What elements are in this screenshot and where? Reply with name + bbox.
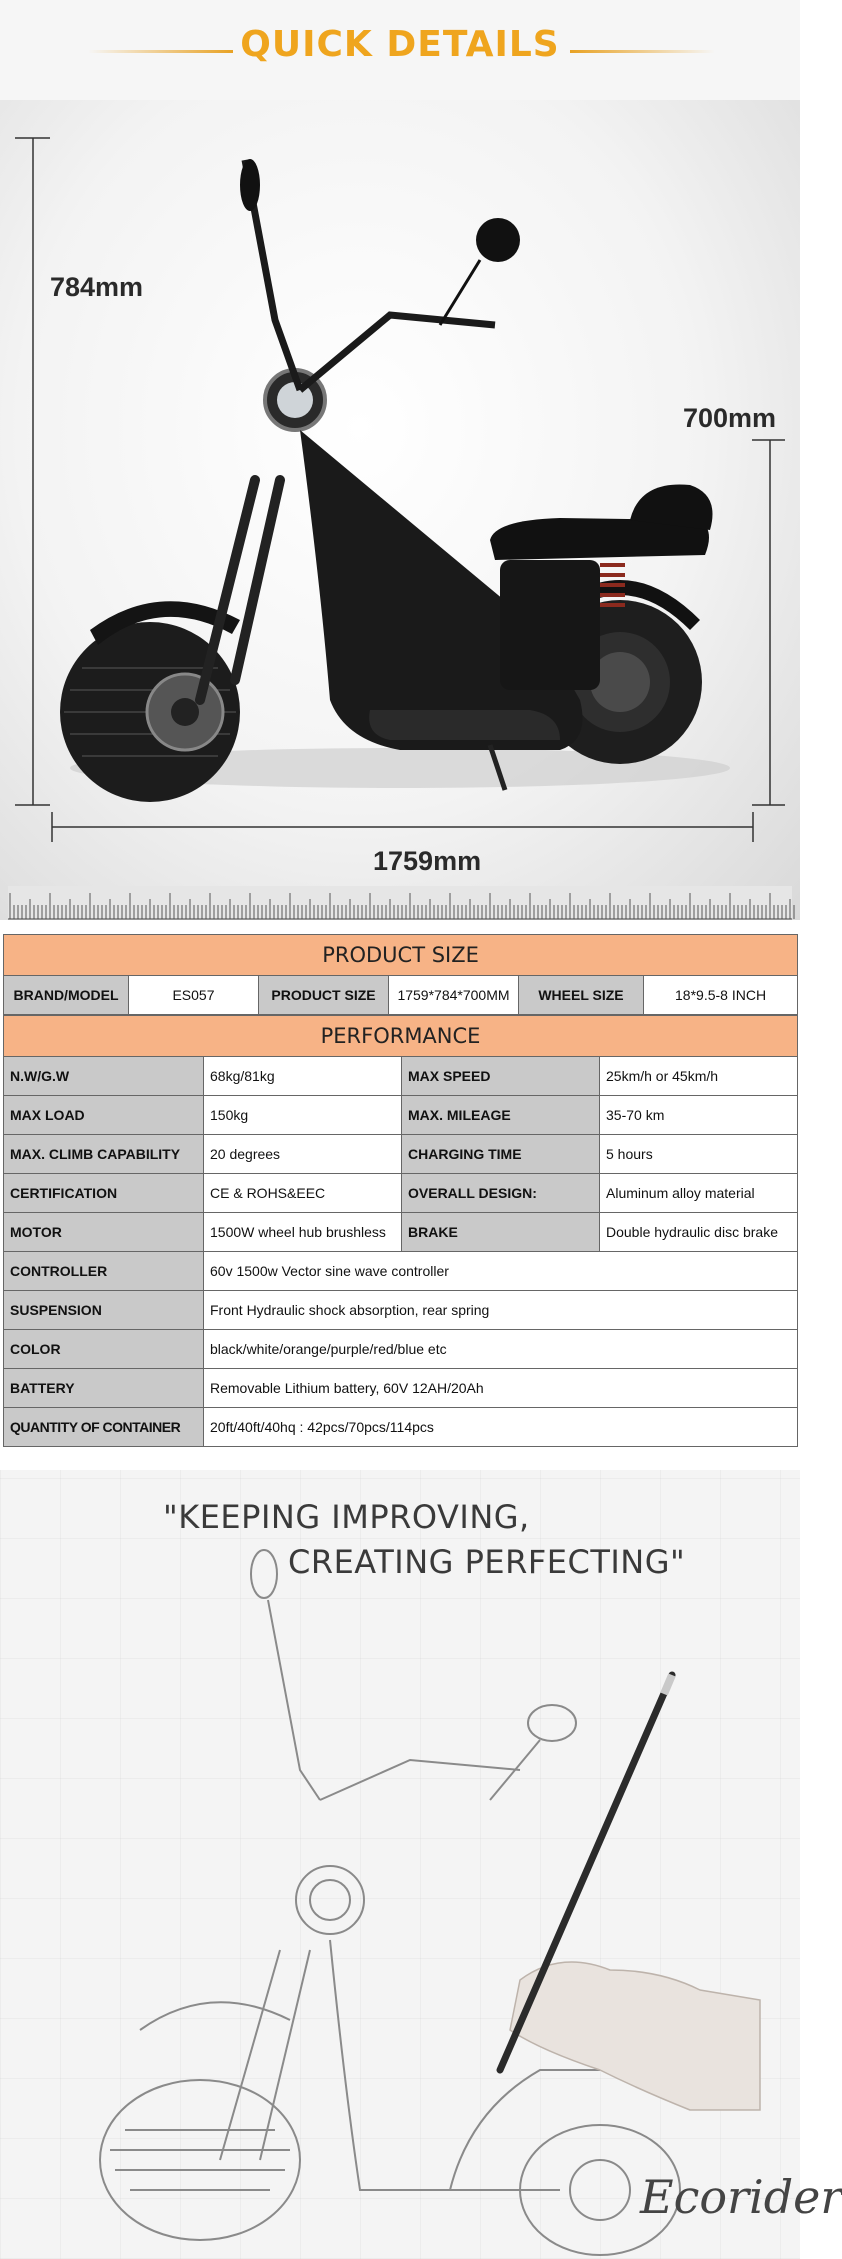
spec-label: BRAKE — [402, 1213, 600, 1252]
spec-value: 150kg — [204, 1096, 402, 1135]
slogan-line-1: "KEEPING IMPROVING, — [163, 1498, 530, 1536]
seat-height-dimension: 700mm — [683, 403, 777, 433]
brand-model-value: ES057 — [129, 976, 259, 1015]
spec-label: COLOR — [4, 1330, 204, 1369]
spec-label: MAX. CLIMB CAPABILITY — [4, 1135, 204, 1174]
length-dimension: 1759mm — [373, 846, 482, 876]
brand-signature: Ecorider — [640, 2170, 842, 2224]
scooter-illustration — [0, 100, 800, 920]
slogan-line-2: CREATING PERFECTING" — [288, 1543, 686, 1581]
spec-label: CHARGING TIME — [402, 1135, 600, 1174]
spec-value: 35-70 km — [600, 1096, 798, 1135]
spec-value: Removable Lithium battery, 60V 12AH/20Ah — [204, 1369, 798, 1408]
performance-row — [4, 1096, 798, 1135]
spec-value: Aluminum alloy material — [600, 1174, 798, 1213]
spec-value: 1500W wheel hub brushless — [204, 1213, 402, 1252]
performance-row — [4, 1213, 798, 1252]
performance-row — [4, 1174, 798, 1213]
wheel-size-value: 18*9.5-8 INCH — [644, 976, 798, 1015]
spec-label: CERTIFICATION — [4, 1174, 204, 1213]
spec-value: 20ft/40ft/40hq : 42pcs/70pcs/114pcs — [204, 1408, 798, 1447]
spec-label: BATTERY — [4, 1369, 204, 1408]
performance-title: PERFORMANCE — [4, 1016, 798, 1057]
product-photo — [0, 100, 800, 920]
spec-value: CE & ROHS&EEC — [204, 1174, 402, 1213]
spec-label: MAX SPEED — [402, 1057, 600, 1096]
spec-value: 25km/h or 45km/h — [600, 1057, 798, 1096]
performance-row — [4, 1135, 798, 1174]
spec-label: MOTOR — [4, 1213, 204, 1252]
spec-value: 20 degrees — [204, 1135, 402, 1174]
performance-row — [4, 1291, 798, 1330]
height-dimension: 784mm — [50, 272, 144, 302]
performance-row — [4, 1330, 798, 1369]
ruler-strip — [8, 886, 792, 920]
product-size-row — [4, 976, 798, 1015]
header-right-line — [570, 50, 715, 53]
performance-row — [4, 1252, 798, 1291]
spec-label: OVERALL DESIGN: — [402, 1174, 600, 1213]
brand-model-label: BRAND/MODEL — [4, 976, 129, 1015]
spec-label: MAX. MILEAGE — [402, 1096, 600, 1135]
spec-label: N.W/G.W — [4, 1057, 204, 1096]
sketch-section — [0, 1470, 842, 2259]
product-size-label: PRODUCT SIZE — [259, 976, 389, 1015]
sketch-illustration — [0, 1470, 800, 2259]
header — [0, 0, 800, 100]
spec-label: CONTROLLER — [4, 1252, 204, 1291]
spec-value: 68kg/81kg — [204, 1057, 402, 1096]
performance-row — [4, 1057, 798, 1096]
product-size-title: PRODUCT SIZE — [4, 935, 798, 976]
spec-table — [3, 934, 798, 1015]
header-title: QUICK DETAILS — [240, 24, 560, 65]
wheel-size-label: WHEEL SIZE — [519, 976, 644, 1015]
spec-value: 5 hours — [600, 1135, 798, 1174]
product-size-value: 1759*784*700MM — [389, 976, 519, 1015]
spec-value: 60v 1500w Vector sine wave controller — [204, 1252, 798, 1291]
spec-value: Double hydraulic disc brake — [600, 1213, 798, 1252]
spec-value: black/white/orange/purple/red/blue etc — [204, 1330, 798, 1369]
spec-label: QUANTITY OF CONTAINER — [4, 1408, 204, 1447]
performance-row — [4, 1369, 798, 1408]
performance-table — [3, 1015, 798, 1447]
performance-banner — [4, 1016, 798, 1057]
performance-row — [4, 1408, 798, 1447]
spec-label: SUSPENSION — [4, 1291, 204, 1330]
spec-label: MAX LOAD — [4, 1096, 204, 1135]
product-size-banner — [4, 935, 798, 976]
spec-value: Front Hydraulic shock absorption, rear spring — [204, 1291, 798, 1330]
